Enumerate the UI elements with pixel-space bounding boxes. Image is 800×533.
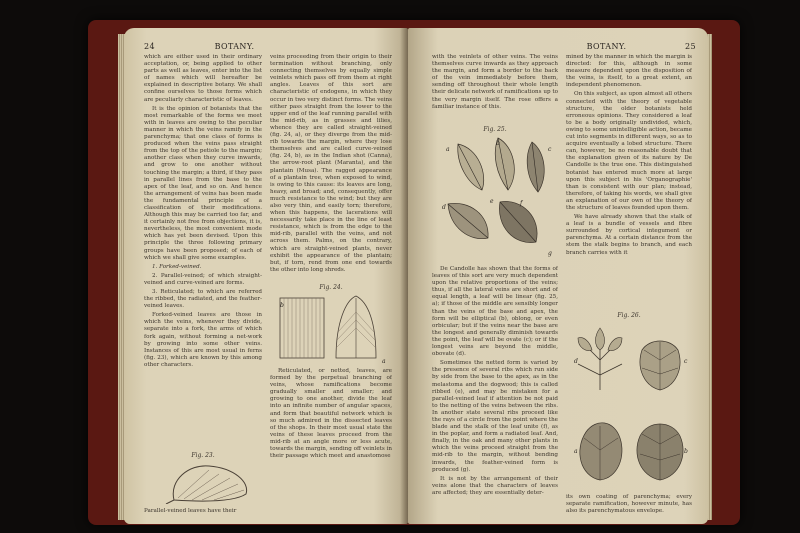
paragraph: mined by the manner in which the margin is directed: for this, although in some measure dependent upon the disposition of the veins, is itself, to a great extent, an independent phenomenon. <box>566 54 692 89</box>
running-title: BOTANY. <box>586 42 627 51</box>
figure-label: d <box>574 358 578 365</box>
lobed-leaves-illustration <box>570 320 690 490</box>
right-col-1-bottom <box>432 266 558 516</box>
figure-label: a <box>446 146 450 153</box>
left-running-head <box>144 42 394 51</box>
left-col-2-bottom <box>270 368 392 516</box>
paragraph: We have already shown that the stalk of a leaf is a bundle of vessels and fibre surrounded by cortical integument or parenchyma. At a certain distance from the stem the stalk begins to branch, and each branch carries with it <box>566 214 692 256</box>
paragraph: Reticulated, or netted, leaves, are formed by the perpetual branching of veins, whose ramifications become gradually smaller and smaller; and growing to one another, divide the leaf into an infinite number of angular spaces, and form that beautiful network which is so much admired in the dissected leaves of the shops. In their most usual state the veins of these leaves proceed from the mid-rib at an angle more or less acute, towards the margin, sending off veinlets in their passage which meet and anastomose <box>270 368 392 460</box>
figure-label: f <box>520 200 523 207</box>
figure-label: c <box>548 146 552 153</box>
left-col-1 <box>144 54 262 452</box>
paragraph: Sometimes the netted form is varied by the presence of several ribs which run side by side from the base to the apex, as in the melastoma and the dogwood; this is called ribbed (e), and may be mistaken for a parallel-veined leaf if attention be not paid to the netting of the veins between the ribs. In another state several ribs proceed like the rays of a circle from the point where the blade and the stalk of the leaf unite (f), as in the poplar, and form a radiated leaf. And, finally, in the oak and many other plants in which the veins proceed straight from the mid-rib to the margin, without bending inwards, the feather-veined form is produced (g). <box>432 360 558 473</box>
figure-label: b <box>496 140 500 147</box>
page-number: 25 <box>685 42 696 51</box>
right-page <box>408 28 708 524</box>
paragraph: De Candolle has shown that the forms of leaves of this sort are very much dependent upon the relative proportions of the veins; thus, if all the lateral veins are short and of equal length, a leaf will be linear (fig. 25, a); if those of the middle are sensibly longer than the veins of the base and apex, the form will be elliptical (b), oblong, or even orbicular; but if the veins near the base are the longest and generally diminish towards the point, the leaf will be ovate (c); or if the longest veins are beyond the middle, obovate (d). <box>432 266 558 358</box>
left-page <box>124 28 408 524</box>
figure-label: d <box>442 204 446 211</box>
col-footer-line: Parallel-veined leaves have their <box>144 508 237 514</box>
figure-label: b <box>280 302 284 309</box>
right-running-head <box>438 42 696 51</box>
figure-label: g <box>548 250 552 257</box>
figure-label: b <box>684 448 688 455</box>
list-item: 3. Reticulated; to which are referred the ribbed, the radiated, and the feather-veined leaves. <box>144 289 262 310</box>
figure-label: c <box>684 358 688 365</box>
left-col-2-top <box>270 54 392 282</box>
right-col-2-bottom: its own coating of parenchyma; every separate ramification, however minute, has also its parenchymatous envelope. <box>566 494 692 515</box>
figure-caption: Fig. 25. <box>483 126 507 133</box>
figure-caption: Fig. 23. <box>191 452 215 459</box>
right-col-2-top <box>566 54 692 310</box>
list-item: 2. Parallel-veined; of which straight-veined and curve-veined are forms. <box>144 272 262 286</box>
figure-label: a <box>574 448 578 455</box>
paragraph: which are either used in their ordinary acceptation, or, being applied to other parts as well as leaves, enter into the list of names which will hereafter be explained in descriptive botany. We shall confine ourselves to those forms which are peculiarly characteristic of leaves. <box>144 54 262 103</box>
paragraph: veins proceeding from their origin to their termination without branching, only connecting themselves by equally simple veinlets which pass off from them at right angles. Leaves of this sort are characteristic of endogens, in which they occur in two very distinct forms. The veins either pass straight from the lower to the upper end of the leaf running parallel with the mid-rib, as in grasses and lilies, whence they are called straight-veined (fig. 24, a), or they diverge from the mid-rib towards the margin, where they lose themselves and are called curve-veined (fig. 24, b), as in the Indian shot (Canna), the arrow-root plant (Maranta), and the plantain (Musa). The ragged appearance of a plantain tree, when exposed to wind, is owing to this cause: its leaves are long, heavy, and broad; and, consequently, offer much resistance to the wind; but they are also very thin, and easily torn; therefore, when this happens, the lacerations will necessarily take place in the line of least resistance, which is from the edge to the mid-rib, parallel with the veins, and not across them. Palms, on the contrary, which are straight-veined plants, never exhibit the appearance of the plantain; but, if torn, rend from one end towards the other into long shreds. <box>270 54 392 273</box>
paragraph: Forked-veined leaves are those in which the veins, whenever they divide, separate into a fork, the arms of which fork again, without forming a net-work by growing into some other veins. Instances of this are most usual in ferns (fig. 23), which are known by this among other characters. <box>144 312 262 368</box>
fern-leaf-illustration <box>164 460 254 504</box>
paragraph: It is the opinion of botanists that the most remarkable of the forms we meet with in leaves are owing to the peculiar manner in which the veins ramify in the parenchyma; that one class of forms is produced when the veins pass straight from the top of the petiole to the margin; another class when they curve inwards, and grow to one another without touching the margin; a third, if they pass in parallel lines from the base to the apex of the leaf, and so on. And hence the arrangement of veins has been made the fundamental principle of a classification of their modifications. Although this may be carried too far, and it certainly not free from objections, it is, nevertheless, the most convenient mode which has yet been devised. Upon this principle the three following primary groups have been proposed; of each of which we shall give some examples. <box>144 105 262 261</box>
paragraph: On this subject, as upon almost all others connected with the theory of vegetable structure, the older botanists held erroneous opinions. They considered a leaf to be a body originally undivided, which, owing to some unintelligible action, became cut into segments in different ways, so as to acquire eventually a lobed structure. There can, however, be no reasonable doubt that the explanation given of its nature by De Candolle is the true one. This distinguished botanist has entered much more at large upon this subject in his 'Organographie' than is consistent with our plan; instead, therefore, of taking his words, we shall give an explanation of our own of the theory of the structure of leaves founded upon them. <box>566 91 692 211</box>
figure-label: a <box>382 358 386 365</box>
paragraph: with the veinlets of other veins. The veins themselves curve inwards as they approach the margin, and form a border to the back of the vein immediately before them, sending off throughout their whole length their delicate network of ramifications up to the very margin itself. The rose offers a familiar instance of this. <box>432 54 558 110</box>
parallel-veined-leaves-illustration <box>276 292 386 362</box>
right-col-1-top <box>432 54 558 124</box>
figure-caption: Fig. 24. <box>319 284 343 291</box>
figure-label: e <box>490 198 494 205</box>
leaf-forms-illustration <box>438 134 554 260</box>
page-number: 24 <box>144 42 155 51</box>
list-item: 1. Forked-veined. <box>152 263 202 270</box>
running-title: BOTANY. <box>214 42 255 51</box>
figure-caption: Fig. 26. <box>617 312 641 319</box>
paragraph: It is not by the arrangement of their veins alone that the characters of leaves are affected; they are essentially deter- <box>432 475 558 496</box>
